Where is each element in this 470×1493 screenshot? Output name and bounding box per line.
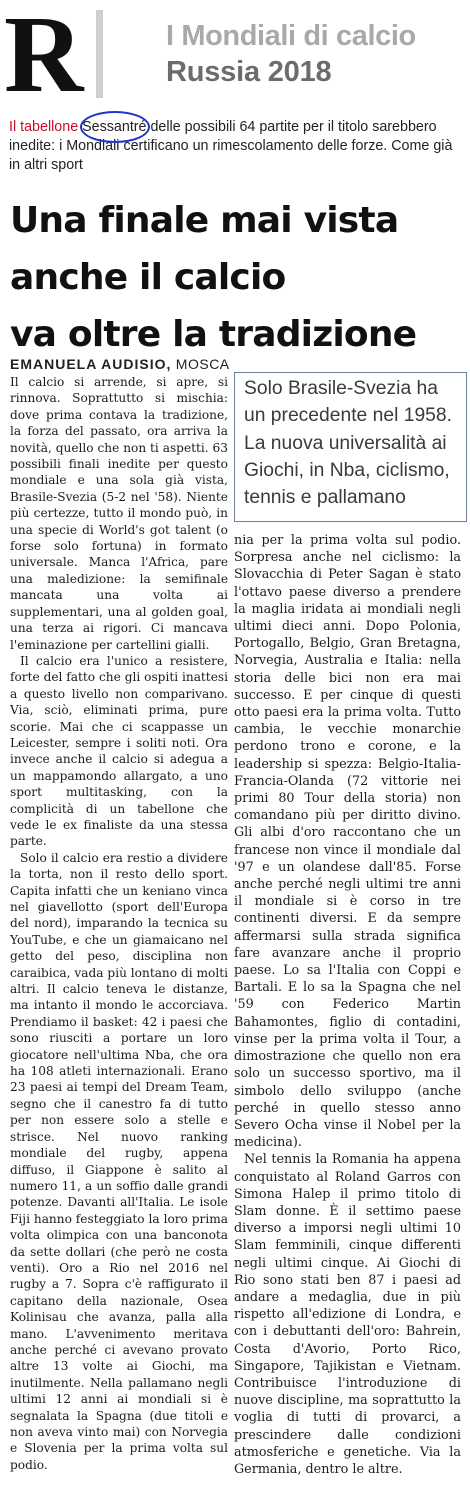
lead-text: Sessantré delle possibili 64 partite per il titolo sarebbero inedite: i Mondiali certificano un rimescolamento delle forze. Come già in altri sport [9, 119, 453, 173]
masthead-divider [96, 10, 103, 98]
headline-line-2: anche il calcio [10, 257, 286, 298]
headline [10, 192, 470, 363]
section-title: I Mondiali di calcio [166, 20, 416, 52]
headline-line-3: va oltre la tradizione [10, 314, 417, 355]
annotation-circle [80, 111, 150, 143]
lead-kicker: Il tabellone [9, 119, 79, 135]
pullquote-line-1: Solo Brasile-Svezia ha un precedente nel 1958. [244, 378, 452, 426]
headline-line-1: Una finale mai vista [10, 200, 399, 241]
article-column-2 [234, 532, 461, 1478]
byline [10, 356, 230, 372]
byline-author: EMANUELA AUDISIO, [10, 356, 172, 372]
article-paragraph: Nel tennis la Romania ha appena conquistato al Roland Garros con Simona Halep il primo titolo di Slam donne. È il settimo paese diverso a imporsi negli ultimi 10 Slam femminili, cinque differenti negli ultimi cinque. Ai Giochi di Rio sono stati ben 87 i paesi ad andare a medaglia, due in più rispetto all'edizione di Londra, e con i debuttanti dell'oro: Bahrein, Costa d'Avorio, Porto Rico, Singapore, Tajikistan e Vietnam. Contribuisce l'introduzione di nuove discipline, ma soprattutto la voglia di tutti di provarci, a prescindere dalle condizioni atmosferiche e genetiche. Via la Germania, dentro le altre. [234, 1152, 461, 1477]
article-paragraph: Solo il calcio era restio a dividere la torta, non il resto dello sport. Capita infatti che un keniano vinca nel giavellotto (sport dell'Europa del nord), imparando la tecnica su YouTube, e che un giamaicano nel getto del peso, disciplina non caraibica, vada più lontano di molti altri. Il calcio teneva le distanze, ma intanto il mondo le accorciava. Prendiamo il basket: 42 i paesi che sono riusciti a portare un loro giocatore nell'ultima Nba, che ora ha 108 atleti internazionali. Erano 23 paesi ai tempi del Dream Team, segno che il canestro fa di tutto per non essere solo a stelle e strisce. Nel nuovo ranking mondiale del rugby, appena diffuso, il Giappone è salito al numero 11, a un soffio dalle grandi potenze. Davanti all'Italia. Le isole Fiji hanno festeggiato la loro prima volta olimpica con una banconota da sette dollari (che però ne costa venti). Oro a Rio nel 2016 nel rugby a 7. Sopra c'è raffigurato il capitano della nazionale, Osea Kolinisau che avanza, palla alla mano. L'avvenimento meritava anche perché ci avevano provato altre 13 volte ai Giochi, ma inutilmente. Nella pallamano negli ultimi 12 anni ai mondiali si è segnalata la Spagna (due titoli e non aveva vinto mai) con Norvegia e Slovenia per la prima volta sul podio. [10, 850, 228, 1472]
article-column-1 [10, 374, 228, 1473]
article-paragraph: nia per la prima volta sul podio. Sorpresa anche nel ciclismo: la Slovacchia di Peter Sagan è stato l'ottavo paese diverso a prendere la maglia iridata ai mondiali negli ultimi dieci anni. Dopo Polonia, Portogallo, Belgio, Gran Bretagna, Norvegia, Australia e Italia: nella storia delle bici non era mai successo. E per cinque di questi otto paesi era la prima volta. Tutto cambia, le vecchie monarchie perdono trono e corone, e la leadership si spezza: Belgio-Italia-Francia-Olanda (72 vittorie nei primi 80 Tour della storia) non comandano più per diritto divino. Gli albi d'oro raccontano che un francese non vince il mondiale dal '97 e un olandese dall'85. Forse anche perché negli ultimi tre anni il mondiale si è corso in tre continenti diversi. E da sempre affermarsi sulla strada significa fare avanzare anche il proprio paese. Lo sa l'Italia con Coppi e Bartali. E lo sa la Spagna che nel '59 con Federico Martin Bahamontes, figlio di contadini, vinse per la prima volta il Tour, a dimostrazione che quello non era solo un successo sportivo, ma il simbolo dello sviluppo (anche perché in quello stesso anno Severo Ocha vinse il Nobel per la medicina). [234, 533, 461, 1151]
article-paragraph: Il calcio era l'unico a resistere, forte del fatto che gli ospiti inattesi a questo livello non comparivano. Via, sciò, eliminati prima, pure scorie. Mai che ci scappasse un Leicester, sempre i soliti noti. Ora invece anche il calcio si adegua a un mappamondo allargato, a uno sport multitasking, con la complicità di un tabellone che vede le ex finaliste da una stessa parte. [10, 653, 228, 849]
byline-city: MOSCA [171, 356, 230, 372]
article-paragraph: Il calcio si arrende, si apre, si rinnova. Soprattutto si mischia: dove prima contava la tradizione, la forza del passato, ora arriva la novità, quello che non ti aspetti. 63 possibili finali inedite per questo mondiale e una sola già vista, Brasile-Svezia (5-2 nel '58). Niente più certezze, tutto il mondo può, in una specie di World's got talent (o forse solo fortuna) in formato universale. Manca l'Africa, pare una maledizione: la semifinale mancata una volta ai supplementari, una al golden goal, una terza ai rigori. Ci mancava l'eminazione per cartellini gialli. [10, 375, 228, 652]
section-subtitle: Russia 2018 [166, 56, 332, 88]
pullquote-line-2: La nuova universalità ai Giochi, in Nba, ciclismo, tennis e pallamano [244, 433, 450, 508]
newspaper-logo: R [4, 0, 84, 115]
pullquote-box [234, 372, 467, 522]
lead-paragraph [9, 118, 464, 175]
